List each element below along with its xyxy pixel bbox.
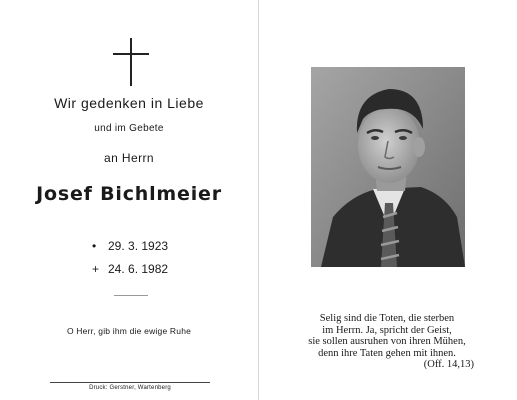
death-symbol: + [92, 262, 100, 276]
portrait-image [311, 67, 465, 267]
birth-symbol: • [92, 239, 97, 253]
cross-icon [113, 38, 149, 86]
verse-line: Selig sind die Toten, die sterben [319, 313, 455, 324]
death-date-row [92, 258, 168, 281]
printer-rule [50, 382, 210, 383]
verse-line: denn ihre Taten gehen mit ihnen. [318, 347, 456, 359]
verse-line: sie sollen ausruhen von ihren Mühen, [308, 336, 466, 347]
death-date: 24. 6. 1982 [108, 262, 169, 276]
life-dates [92, 235, 168, 281]
separator-line [114, 295, 148, 296]
birth-date: 29. 3. 1923 [108, 239, 169, 253]
bible-verse [282, 313, 492, 371]
deceased-name: Josef Bichlmeier [36, 183, 222, 205]
right-page [259, 0, 517, 400]
prayer-text: O Herr, gib ihm die ewige Ruhe [66, 326, 192, 336]
memorial-subheading: und im Gebete [94, 123, 164, 134]
memorial-addressee: an Herrn [104, 151, 154, 165]
birth-date-row [92, 235, 168, 258]
left-page [0, 0, 258, 400]
portrait-photo [311, 67, 465, 267]
verse-reference: (Off. 14,13) [423, 359, 474, 370]
verse-line: im Herrn. Ja, spricht der Geist, [322, 324, 452, 336]
memorial-heading: Wir gedenken in Liebe [54, 95, 204, 111]
printer-credit: Druck: Gerstner, Wartenberg [89, 385, 171, 391]
